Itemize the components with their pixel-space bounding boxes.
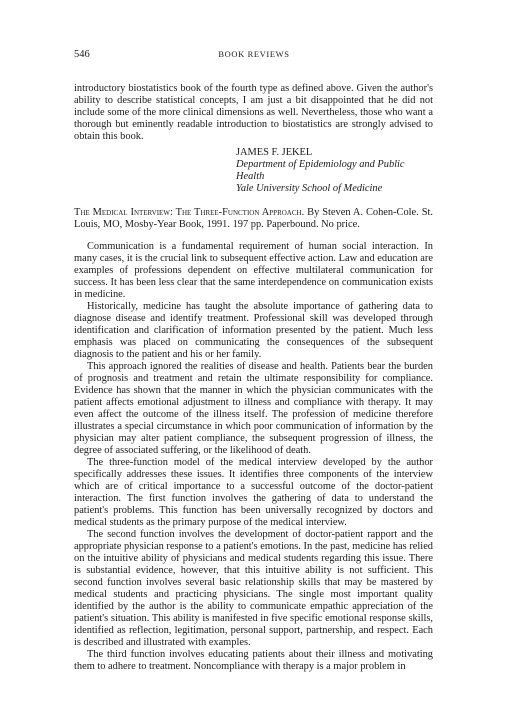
page-header [74, 49, 434, 63]
running-head: BOOK REVIEWS [218, 49, 290, 59]
review-paragraph: The second function involves the development of doctor-patient rapport and the appropriate physician response to a patient's emotions. In the past, medicine has relied on the intuitive ability of physicians and medical students regarding this issue. There is substantial evidence, however, that this intuitive ability is not sufficient. This second function involves several basic relationship skills that may be mastered by medical students and practicing physicians. The single most important quality identified by the author is the ability to communicate empathic appreciation of the patient's situation. This ability is manifested in five specific emotional response skills, identified as reflection, legitimation, personal support, partnership, and respect. Each is described and illustrated with examples. [74, 529, 433, 648]
review-paragraph: The third function involves educating patients about their illness and motivating them to adhere to treatment. Noncompliance with therapy is a major problem in [74, 649, 433, 672]
review-paragraph: Communication is a fundamental requirement of human social interaction. In many cases, it is the crucial link to subsequent effective action. Law and education are examples of professions dependent on effective multilateral communication for success. It has been less clear that the same interdependence on communication exists in medicine. [74, 241, 433, 300]
page-number: 546 [74, 49, 90, 60]
reviewer-department: Department of Epidemiology and Public Health [236, 159, 405, 182]
previous-review-closing-paragraph: introductory biostatistics book of the fourth type as defined above. Given the author's ability to describe statistical concepts, I am just a bit disappointed that he did not include some of the more clinical dimensions as well. Nevertheless, those who want a thorough but eminently readable introduction to biostatistics are strongly advised to obtain this book. [74, 83, 433, 142]
review-paragraph: This approach ignored the realities of disease and health. Patients bear the burden of prognosis and treatment and retain the ultimate responsibility for compliance. Evidence has shown that the manner in which the physician communicates with the patient affects emotional adjustment to illness and compliance with therapy. It may even affect the outcome of the illness itself. The profession of medicine therefore illustrates a special circumstance in which poor communication of information by the physician may alter patient compliance, the subsequent progression of illness, the degree of associated suffering, or the likelihood of death. [74, 361, 433, 456]
review-paragraph: Historically, medicine has taught the absolute importance of gathering data to diagnose disease and identify treatment. Professional skill was developed through identification and clarification of information presented by the patient. Much less emphasis was placed on communicating the consequences of the subsequent diagnosis to the patient and his or her family. [74, 301, 433, 360]
reviewer-name: JAMES F. JEKEL [236, 147, 313, 158]
review-paragraph: The three-function model of the medical interview developed by the author specifically addresses these issues. It identifies three components of the interview which are of critical importance to a successful outcome of the doctor-patient interaction. The first function involves the gathering of data to understand the patient's problems. This function has been universally recognized by doctors and medical students as the primary purpose of the medical interview. [74, 457, 433, 528]
book-citation-details: By Steven A. Cohen-Cole. St. Louis, MO, Mosby-Year Book, 1991. 197 pp. Paperbound. No price. [74, 207, 433, 230]
book-citation [74, 207, 433, 231]
page-body [74, 83, 433, 673]
book-title: The Medical Interview: The Three-Function Approach. [74, 207, 305, 218]
reviewer-signature [236, 147, 433, 195]
reviewer-school: Yale University School of Medicine [236, 183, 383, 194]
